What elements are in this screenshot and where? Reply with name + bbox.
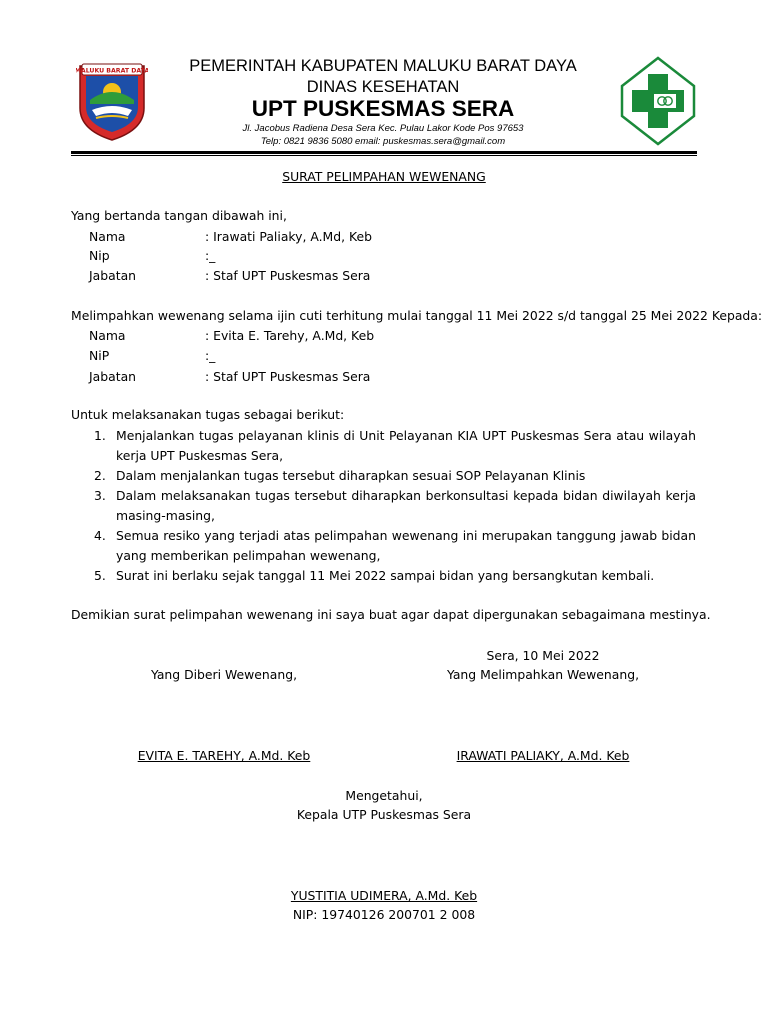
header-divider-thin [71,155,697,156]
list-item [89,426,696,466]
list-item-text: Dalam menjalankan tugas tersebut diharapkan sesuai SOP Pelayanan Klinis [116,468,586,483]
grantor-name-label: Nama [89,229,126,244]
recipient-role: Yang Diberi Wewenang, [150,667,298,682]
grantee-name-label: Nama [89,328,126,343]
svg-text:MALUKU BARAT DAYA: MALUKU BARAT DAYA [76,67,148,75]
header-government: PEMERINTAH KABUPATEN MALUKU BARAT DAYA [189,57,577,75]
transfer-statement: Melimpahkan wewenang selama ijin cuti terhitung mulai tanggal 11 Mei 2022 s/d tanggal 25 Mei 2022 Kepada: [71,308,763,323]
head-nip: NIP: 19740126 200701 2 008 [292,907,476,922]
grantor-nip-value: :_ [205,248,216,263]
grantor-role: Yang Melimpahkan Wewenang, [446,667,640,682]
list-item-text: Semua resiko yang terjadi atas pelimpahan wewenang ini merupakan tanggung jawab bidan yang memberikan pelimpahan wewenang, [116,528,696,563]
head-role: Kepala UTP Puskesmas Sera [296,807,472,822]
header-contact: Telp: 0821 9836 5080 email: puskesmas.sera@gmail.com [260,136,506,147]
puskesmas-cross-icon [620,56,696,146]
list-item-number: 5. [94,568,106,583]
recipient-signature-name: EVITA E. TAREHY, A.Md. Keb [137,748,311,763]
list-item [89,526,696,566]
list-item-number: 3. [94,488,106,503]
grantor-name-value: : Irawati Paliaky, A.Md, Keb [205,229,372,244]
list-item-number: 2. [94,468,106,483]
grantor-nip-label: Nip [89,248,110,263]
grantor-signature-name: IRAWATI PALIAKY, A.Md. Keb [456,748,630,763]
list-item-text: Menjalankan tugas pelayanan klinis di Unit Pelayanan KIA UPT Puskesmas Sera atau wilayah kerja UPT Puskesmas Sera, [116,428,696,463]
grantor-position-label: Jabatan [89,268,137,283]
grantee-position-label: Jabatan [89,369,137,384]
grantee-position-value: : Staf UPT Puskesmas Sera [205,369,371,384]
header-department: DINAS KESEHATAN [306,78,460,96]
head-signature-name: YUSTITIA UDIMERA, A.Md. Keb [290,888,478,903]
grantee-nip-value: :_ [205,348,216,363]
place-date: Sera, 10 Mei 2022 [486,648,600,663]
closing-text: Demikian surat pelimpahan wewenang ini saya buat agar dapat dipergunakan sebagaimana mestinya. [71,607,711,622]
regency-crest-icon [76,60,148,142]
grantee-name-value: : Evita E. Tarehy, A.Md, Keb [205,328,375,343]
intro-text: Yang bertanda tangan dibawah ini, [71,208,287,223]
header-divider [71,151,697,154]
tasks-intro: Untuk melaksanakan tugas sebagai berikut: [71,407,345,422]
list-item-number: 4. [94,528,106,543]
task-list [89,426,696,586]
letter-title: SURAT PELIMPAHAN WEWENANG [282,169,486,184]
list-item [89,566,696,586]
acknowledged-label: Mengetahui, [345,788,423,803]
list-item [89,466,696,486]
list-item-text: Dalam melaksanakan tugas tersebut diharapkan berkonsultasi kepada bidan diwilayah kerja masing-masing, [116,488,696,523]
list-item [89,486,696,526]
header-institution: UPT PUSKESMAS SERA [251,96,515,121]
list-item-text: Surat ini berlaku sejak tanggal 11 Mei 2022 sampai bidan yang bersangkutan kembali. [116,568,655,583]
grantor-position-value: : Staf UPT Puskesmas Sera [205,268,371,283]
grantee-nip-label: NiP [89,348,110,363]
list-item-number: 1. [94,428,106,443]
header-address: Jl. Jacobus Radiena Desa Sera Kec. Pulau Lakor Kode Pos 97653 [242,123,524,134]
